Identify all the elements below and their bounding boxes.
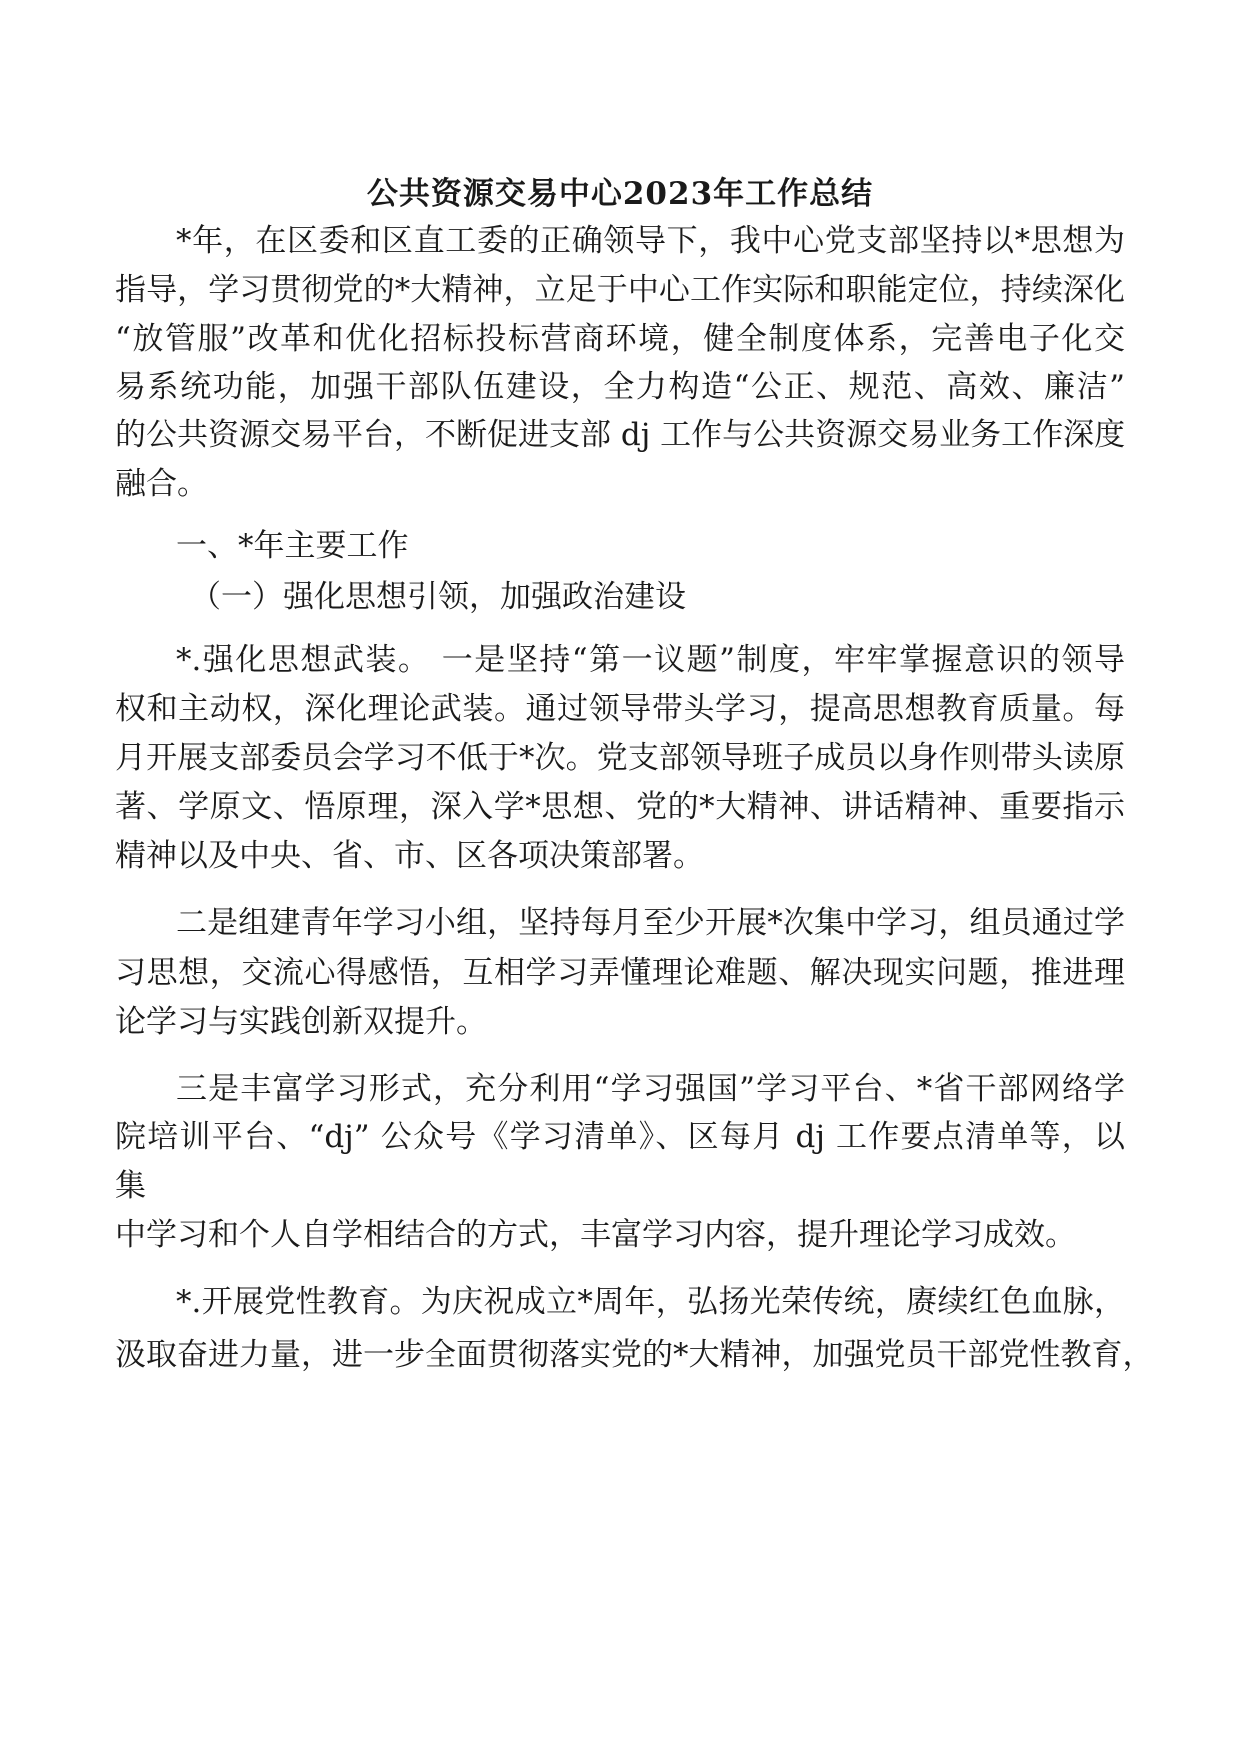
paragraph-line: 论学习与实践创新双提升。 bbox=[115, 1004, 487, 1040]
paragraph-line: 易系统功能，加强干部队伍建设，全力构造“公正、规范、高效、廉洁” bbox=[115, 369, 1125, 405]
paragraph-line: 二是组建青年学习小组，坚持每月至少开展*次集中学习，组员通过学 bbox=[176, 905, 1125, 941]
paragraph-line: 中学习和个人自学相结合的方式，丰富学习内容，提升理论学习成效。 bbox=[115, 1217, 1076, 1253]
paragraph-line: 汲取奋进力量，进一步全面贯彻落实党的*大精神，加强党员干部党性教育， bbox=[115, 1337, 1154, 1373]
paragraph-line: 集 bbox=[115, 1168, 146, 1204]
paragraph-line: 习思想，交流心得感悟，互相学习弄懂理论难题、解决现实问题，推进理 bbox=[115, 955, 1125, 991]
paragraph-line: 权和主动权，深化理论武装。通过领导带头学习，提高思想教育质量。每 bbox=[115, 691, 1125, 727]
paragraph-line: “放管服”改革和优化招标投标营商环境，健全制度体系，完善电子化交 bbox=[115, 321, 1125, 357]
paragraph-line: 指导，学习贯彻党的*大精神，立足于中心工作实际和职能定位，持续深化 bbox=[115, 272, 1125, 308]
paragraph-line: 的公共资源交易平台，不断促进支部 dj 工作与公共资源交易业务工作深度 bbox=[115, 417, 1126, 453]
section-heading: 一、*年主要工作 bbox=[176, 528, 409, 564]
paragraph-line: *.开展党性教育。为庆祝成立*周年，弘扬光荣传统，赓续红色血脉， bbox=[176, 1284, 1125, 1320]
paragraph-line: *年，在区委和区直工委的正确领导下，我中心党支部坚持以*思想为 bbox=[176, 223, 1125, 259]
subsection-heading: （一）强化思想引领，加强政治建设 bbox=[190, 579, 686, 615]
paragraph-line: *.强化思想武装。 一是坚持“第一议题”制度，牢牢掌握意识的领导 bbox=[176, 642, 1125, 678]
paragraph-line: 三是丰富学习形式，充分利用“学习强国”学习平台、*省干部网络学 bbox=[176, 1071, 1125, 1107]
paragraph-line: 月开展支部委员会学习不低于*次。党支部领导班子成员以身作则带头读原 bbox=[115, 740, 1125, 776]
paragraph-line: 院培训平台、“dj” 公众号《学习清单》、区每月 dj 工作要点清单等，以 bbox=[115, 1119, 1125, 1155]
paragraph-line: 精神以及中央、省、市、区各项决策部署。 bbox=[115, 838, 704, 874]
document-title: 公共资源交易中心2023年工作总结 bbox=[366, 176, 874, 212]
paragraph-line: 融合。 bbox=[115, 466, 208, 502]
paragraph-line: 著、学原文、悟原理，深入学*思想、党的*大精神、讲话精神、重要指示 bbox=[115, 789, 1125, 825]
